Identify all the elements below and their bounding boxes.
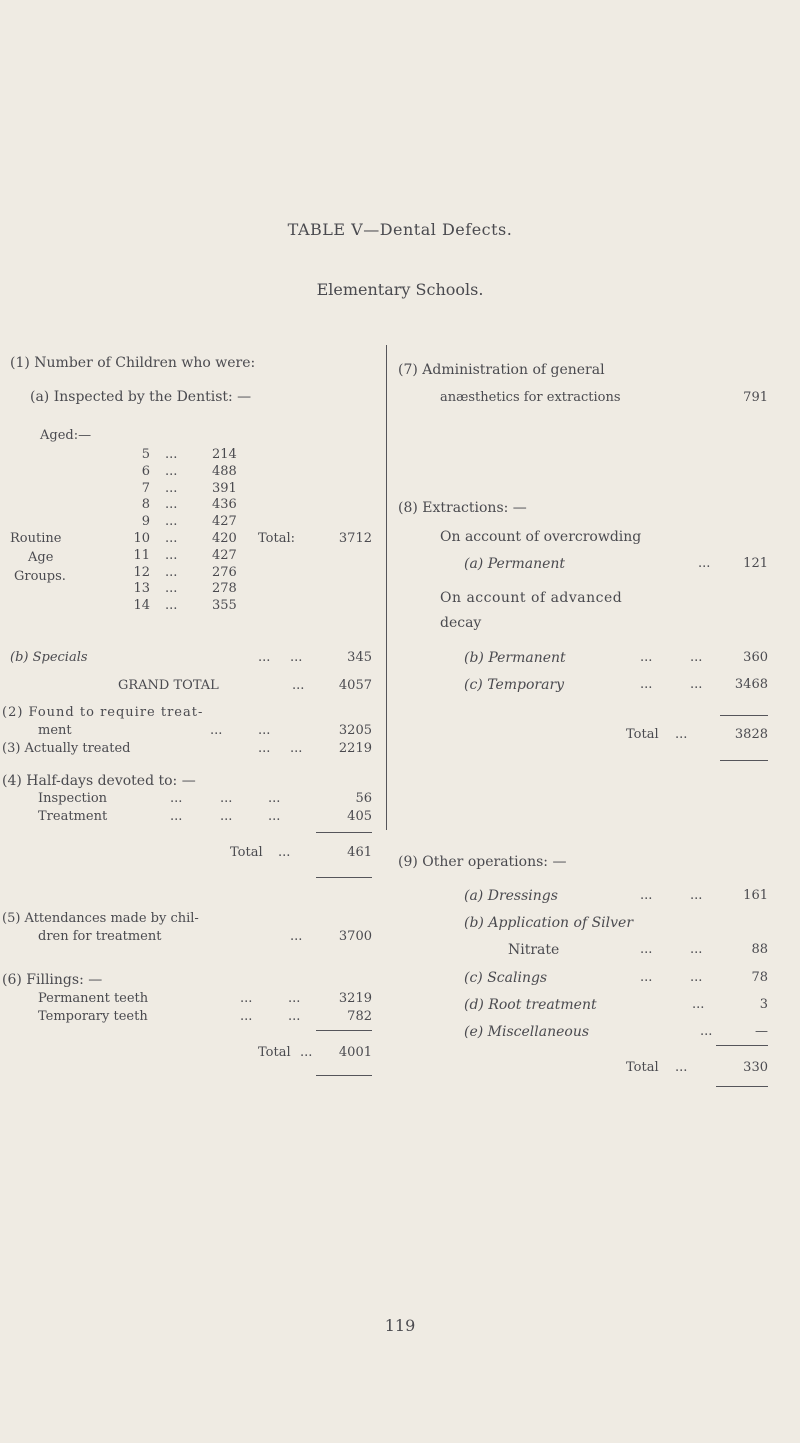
leader: ... <box>170 791 183 806</box>
age-value: 5 <box>141 447 150 462</box>
s8-total-label: Total <box>626 727 659 742</box>
routine-label: Routine <box>10 531 62 546</box>
page-subtitle: Elementary Schools. <box>316 280 484 299</box>
age-count: 427 <box>212 514 237 529</box>
s8-total-value: 3828 <box>734 727 768 742</box>
leader: ... <box>692 997 705 1012</box>
s9c-label: (c) Scalings <box>464 970 548 986</box>
column-divider <box>386 345 387 830</box>
aged-label: Aged:— <box>40 428 92 443</box>
specials-label: (b) Specials <box>10 650 88 665</box>
age-count: 391 <box>212 481 237 496</box>
s9a-label: (a) Dressings <box>464 888 558 904</box>
age-total-value: 3712 <box>338 531 372 546</box>
age-count: 276 <box>212 565 237 580</box>
age-count: 355 <box>212 598 237 613</box>
leader: ... <box>640 888 653 903</box>
section-1a-label: (a) Inspected by the Dentist: — <box>30 389 252 405</box>
s9b-line2: Nitrate <box>508 942 560 958</box>
age-count: 488 <box>212 464 237 479</box>
s8a-value: 121 <box>743 556 768 571</box>
grand-total-label: GRAND TOTAL <box>118 678 219 693</box>
routine-label-age: Age <box>28 550 54 565</box>
s8c-value: 3468 <box>734 677 768 692</box>
leader: ... <box>690 650 703 665</box>
section-7-value: 791 <box>743 390 768 405</box>
section-3-label: (3) Actually treated <box>2 741 131 756</box>
s4-item-label: Inspection <box>38 791 108 806</box>
age-count: 278 <box>212 581 237 596</box>
leader: ... <box>290 650 303 665</box>
total-rule <box>316 1075 372 1076</box>
leader: ... <box>165 497 178 512</box>
leader: ... <box>290 929 303 944</box>
leader: ... <box>640 970 653 985</box>
leader: ... <box>290 741 303 756</box>
leader: ... <box>292 678 305 693</box>
total-rule <box>316 832 372 833</box>
s8a-label: (a) Permanent <box>464 556 566 572</box>
leader: ... <box>165 464 178 479</box>
leader: ... <box>165 598 178 613</box>
age-value: 11 <box>133 548 150 563</box>
s8-advanced-line2: decay <box>440 615 482 631</box>
leader: ... <box>288 1009 301 1024</box>
leader: ... <box>165 548 178 563</box>
leader: ... <box>288 991 301 1006</box>
leader: ... <box>675 727 688 742</box>
s8c-label: (c) Temporary <box>464 677 565 693</box>
section-5-line2: dren for treatment <box>38 929 162 944</box>
s8-overcrowding: On account of overcrowding <box>440 529 642 545</box>
specials-value: 345 <box>347 650 372 665</box>
section-2-line1: (2) Found to require treat- <box>2 705 204 720</box>
leader: ... <box>278 845 291 860</box>
leader: ... <box>165 514 178 529</box>
s9d-label: (d) Root treatment <box>464 997 597 1013</box>
page-number: 119 <box>384 1316 416 1335</box>
s9b-line1: (b) Application of Silver <box>464 915 634 931</box>
leader: ... <box>690 942 703 957</box>
leader: ... <box>640 677 653 692</box>
s9b-value: 88 <box>751 942 768 957</box>
age-count: 420 <box>212 531 237 546</box>
leader: ... <box>165 565 178 580</box>
age-value: 7 <box>141 481 150 496</box>
s8b-label: (b) Permanent <box>464 650 566 666</box>
total-rule <box>316 1030 372 1031</box>
s6-item-label: Permanent teeth <box>38 991 149 1006</box>
leader: ... <box>690 970 703 985</box>
age-value: 14 <box>133 598 150 613</box>
s9d-value: 3 <box>759 997 768 1012</box>
leader: ... <box>165 531 178 546</box>
s9a-value: 161 <box>743 888 768 903</box>
grand-total-value: 4057 <box>338 678 372 693</box>
total-rule <box>316 877 372 878</box>
section-3-value: 2219 <box>338 741 372 756</box>
section-9-heading: (9) Other operations: — <box>398 854 567 870</box>
s9-total-label: Total <box>626 1060 659 1075</box>
s6-item-value: 3219 <box>338 991 372 1006</box>
s6-item-value: 782 <box>347 1009 372 1024</box>
section-6-heading: (6) Fillings: — <box>2 972 103 988</box>
section-8-heading: (8) Extractions: — <box>398 500 527 516</box>
leader: ... <box>640 650 653 665</box>
s9e-value: — <box>755 1024 768 1039</box>
leader: ... <box>675 1060 688 1075</box>
section-5-value: 3700 <box>338 929 372 944</box>
age-count: 214 <box>212 447 237 462</box>
leader: ... <box>268 791 281 806</box>
total-rule <box>716 1086 768 1087</box>
s9e-label: (e) Miscellaneous <box>464 1024 590 1040</box>
leader: ... <box>165 481 178 496</box>
s4-total-value: 461 <box>347 845 372 860</box>
leader: ... <box>165 581 178 596</box>
s6-item-label: Temporary teeth <box>38 1009 148 1024</box>
age-count: 436 <box>212 497 237 512</box>
s4-item-value: 405 <box>347 809 372 824</box>
age-count: 427 <box>212 548 237 563</box>
leader: ... <box>220 791 233 806</box>
s4-total-label: Total <box>230 845 263 860</box>
age-value: 9 <box>141 514 150 529</box>
age-value: 6 <box>141 464 150 479</box>
section-2-value: 3205 <box>338 723 372 738</box>
leader: ... <box>258 723 271 738</box>
section-2-line2: ment <box>38 723 72 738</box>
leader: ... <box>258 650 271 665</box>
leader: ... <box>258 741 271 756</box>
section-7-line2: anæsthetics for extractions <box>440 390 621 405</box>
leader: ... <box>240 991 253 1006</box>
leader: ... <box>690 888 703 903</box>
age-value: 8 <box>141 497 150 512</box>
routine-label-groups: Groups. <box>14 569 66 584</box>
leader: ... <box>640 942 653 957</box>
section-7-line1: (7) Administration of general <box>398 362 605 378</box>
s8-advanced-line1: On account of advanced <box>440 590 623 606</box>
s6-total-value: 4001 <box>338 1045 372 1060</box>
section-5-line1: (5) Attendances made by chil- <box>2 911 199 926</box>
leader: ... <box>170 809 183 824</box>
leader: ... <box>300 1045 313 1060</box>
s6-total-label: Total <box>258 1045 291 1060</box>
leader: ... <box>268 809 281 824</box>
age-value: 13 <box>133 581 150 596</box>
leader: ... <box>210 723 223 738</box>
leader: ... <box>220 809 233 824</box>
total-rule <box>720 715 768 716</box>
s9c-value: 78 <box>751 970 768 985</box>
leader: ... <box>698 556 711 571</box>
age-value: 12 <box>133 565 150 580</box>
s8b-value: 360 <box>743 650 768 665</box>
age-value: 10 <box>133 531 150 546</box>
age-total-label: Total: <box>258 531 296 546</box>
leader: ... <box>690 677 703 692</box>
total-rule <box>716 1045 768 1046</box>
page-title: TABLE V—Dental Defects. <box>287 220 513 239</box>
s4-item-value: 56 <box>355 791 372 806</box>
section-1-heading: (1) Number of Children who were: <box>10 355 256 371</box>
leader: ... <box>700 1024 713 1039</box>
leader: ... <box>165 447 178 462</box>
s9-total-value: 330 <box>743 1060 768 1075</box>
s4-item-label: Treatment <box>38 809 108 824</box>
leader: ... <box>240 1009 253 1024</box>
section-4-heading: (4) Half-days devoted to: — <box>2 773 196 789</box>
total-rule <box>720 760 768 761</box>
